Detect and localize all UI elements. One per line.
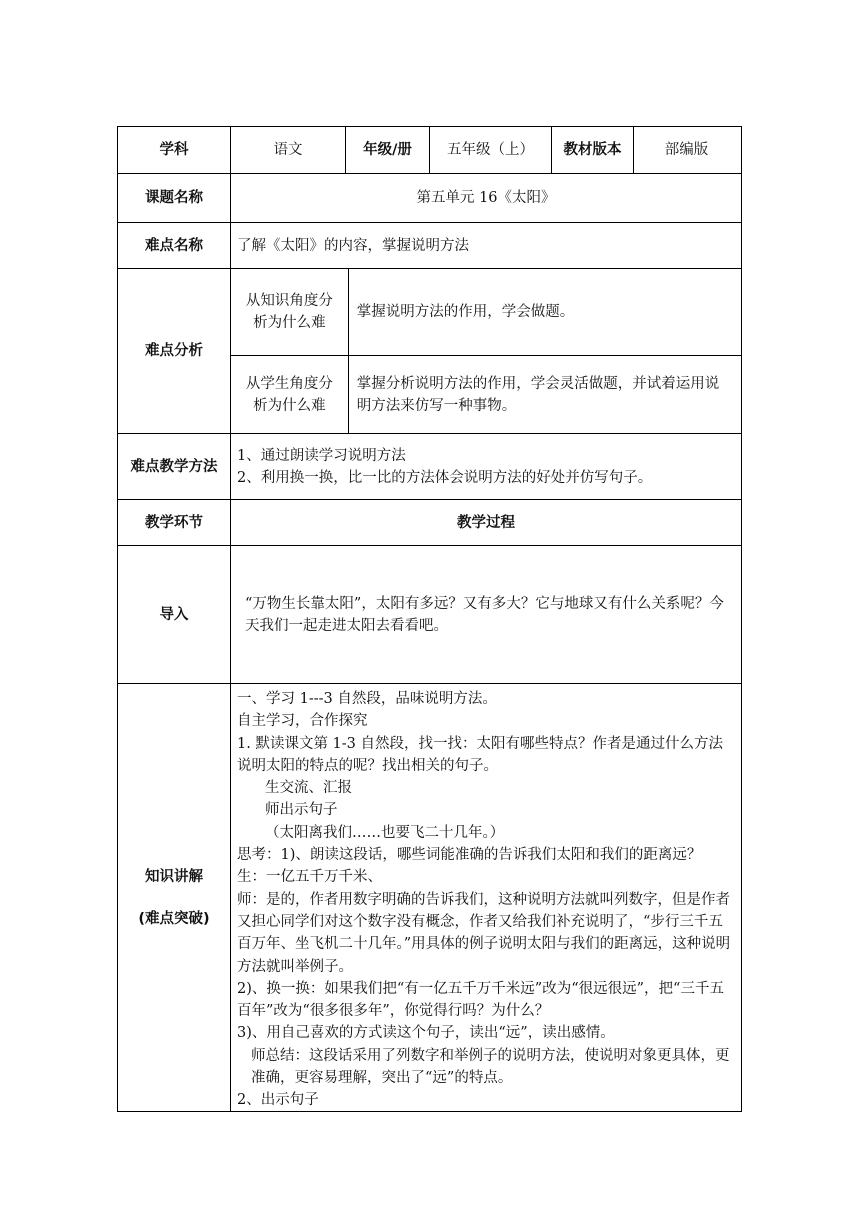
knowledge-line-4: 生交流、汇报 <box>265 780 352 797</box>
analysis-student-value: 掌握分析说明方法的作用，学会灵活做题，并试着运用说明方法来仿写一种事物。 <box>348 356 741 433</box>
knowledge-line-10: 2)、换一换：如果我们把“有一亿五千万千米远”改为“很远很远”，把“三千五百年”改为“很多很多年”，你觉得行吗？为什么？ <box>237 980 724 1020</box>
knowledge-row <box>118 683 741 1111</box>
analysis-knowledge-label: 从知识角度分析为什么难 <box>245 293 333 331</box>
edition-label: 教材版本 <box>551 127 633 173</box>
knowledge-label-line1: 知识讲解 <box>145 868 203 885</box>
method-line-1: 1、通过朗读学习说明方法 <box>237 447 406 464</box>
stage-label: 教学环节 <box>145 514 203 531</box>
method-row <box>118 433 741 499</box>
knowledge-line-5: 师出示句子 <box>265 802 338 819</box>
method-label: 难点教学方法 <box>130 458 218 475</box>
analysis-knowledge-row <box>231 269 741 356</box>
analysis-student-row <box>231 356 741 433</box>
method-value <box>230 434 741 499</box>
difficulty-row <box>118 222 741 268</box>
analysis-student-label: 从学生角度分析为什么难 <box>245 375 333 414</box>
method-line-2: 2、利用换一换，比一比的方法体会说明方法的好处并仿写句子。 <box>237 469 653 486</box>
knowledge-line-2: 自主学习，合作探究 <box>237 713 368 730</box>
subject-label: 学科 <box>159 142 189 158</box>
knowledge-line-1: 一、学习 1---3 自然段，品味说明方法。 <box>237 691 497 707</box>
intro-row <box>118 545 741 683</box>
knowledge-line-3: 1. 默读课文第 1-3 自然段，找一找：太阳有哪些特点？作者是通过什么方法说明太阳的特点的呢？找出相关的句子。 <box>237 735 724 774</box>
topic-value: 第五单元 16《太阳》 <box>230 174 741 222</box>
analysis-body <box>230 269 741 433</box>
analysis-knowledge-value: 掌握说明方法的作用，学会做题。 <box>348 269 741 355</box>
knowledge-line-12: 师总结：这段话采用了列数字和举例子的说明方法，使说明对象更具体，更准确，更容易理解，突出了“远”的特点。 <box>251 1047 730 1087</box>
knowledge-line-6: （太阳离我们……也要飞二十几年。） <box>265 824 505 841</box>
subject-value: 语文 <box>230 127 345 173</box>
knowledge-line-7: 思考：1)、朗读这段话，哪些词能准确的告诉我们太阳和我们的距离远？ <box>237 847 702 864</box>
grade-value: 五年级（上） <box>429 127 551 173</box>
intro-text: “万物生长靠太阳”，太阳有多远？又有多大？它与地球又有什么关系呢？今天我们一起走进太阳去看看吧。 <box>230 546 741 683</box>
knowledge-line-8: 生：一亿五千万千米、 <box>237 869 382 886</box>
knowledge-line-11: 3)、用自己喜欢的方式读这个句子，读出“远”，读出感情。 <box>237 1025 615 1042</box>
knowledge-line-13: 2、出示句子 <box>237 1092 319 1109</box>
topic-label: 课题名称 <box>145 190 203 206</box>
knowledge-label <box>118 684 230 1111</box>
knowledge-content <box>230 684 741 1111</box>
knowledge-label-line2: (难点突破) <box>138 910 210 927</box>
edition-value: 部编版 <box>633 127 739 173</box>
lesson-plan-table <box>117 126 742 1112</box>
analysis-label: 难点分析 <box>145 343 203 359</box>
intro-label: 导入 <box>159 606 189 623</box>
difficulty-value: 了解《太阳》的内容，掌握说明方法 <box>230 223 741 268</box>
difficulty-label: 难点名称 <box>145 237 203 254</box>
topic-row <box>118 173 741 222</box>
analysis-row <box>118 268 741 433</box>
header-row <box>118 127 741 173</box>
stage-header-row <box>118 499 741 545</box>
knowledge-line-9: 师：是的，作者用数字明确的告诉我们，这种说明方法就叫列数字，但是作者又担心同学们对这个数字没有概念，作者又给我们补充说明了，“步行三千五百万年、坐飞机二十几年。”用具体的例子说明太阳与我们的距离远，这种说明方法就叫举例子。 <box>237 891 731 975</box>
process-label: 教学过程 <box>230 500 741 545</box>
grade-label: 年级/册 <box>345 127 429 173</box>
